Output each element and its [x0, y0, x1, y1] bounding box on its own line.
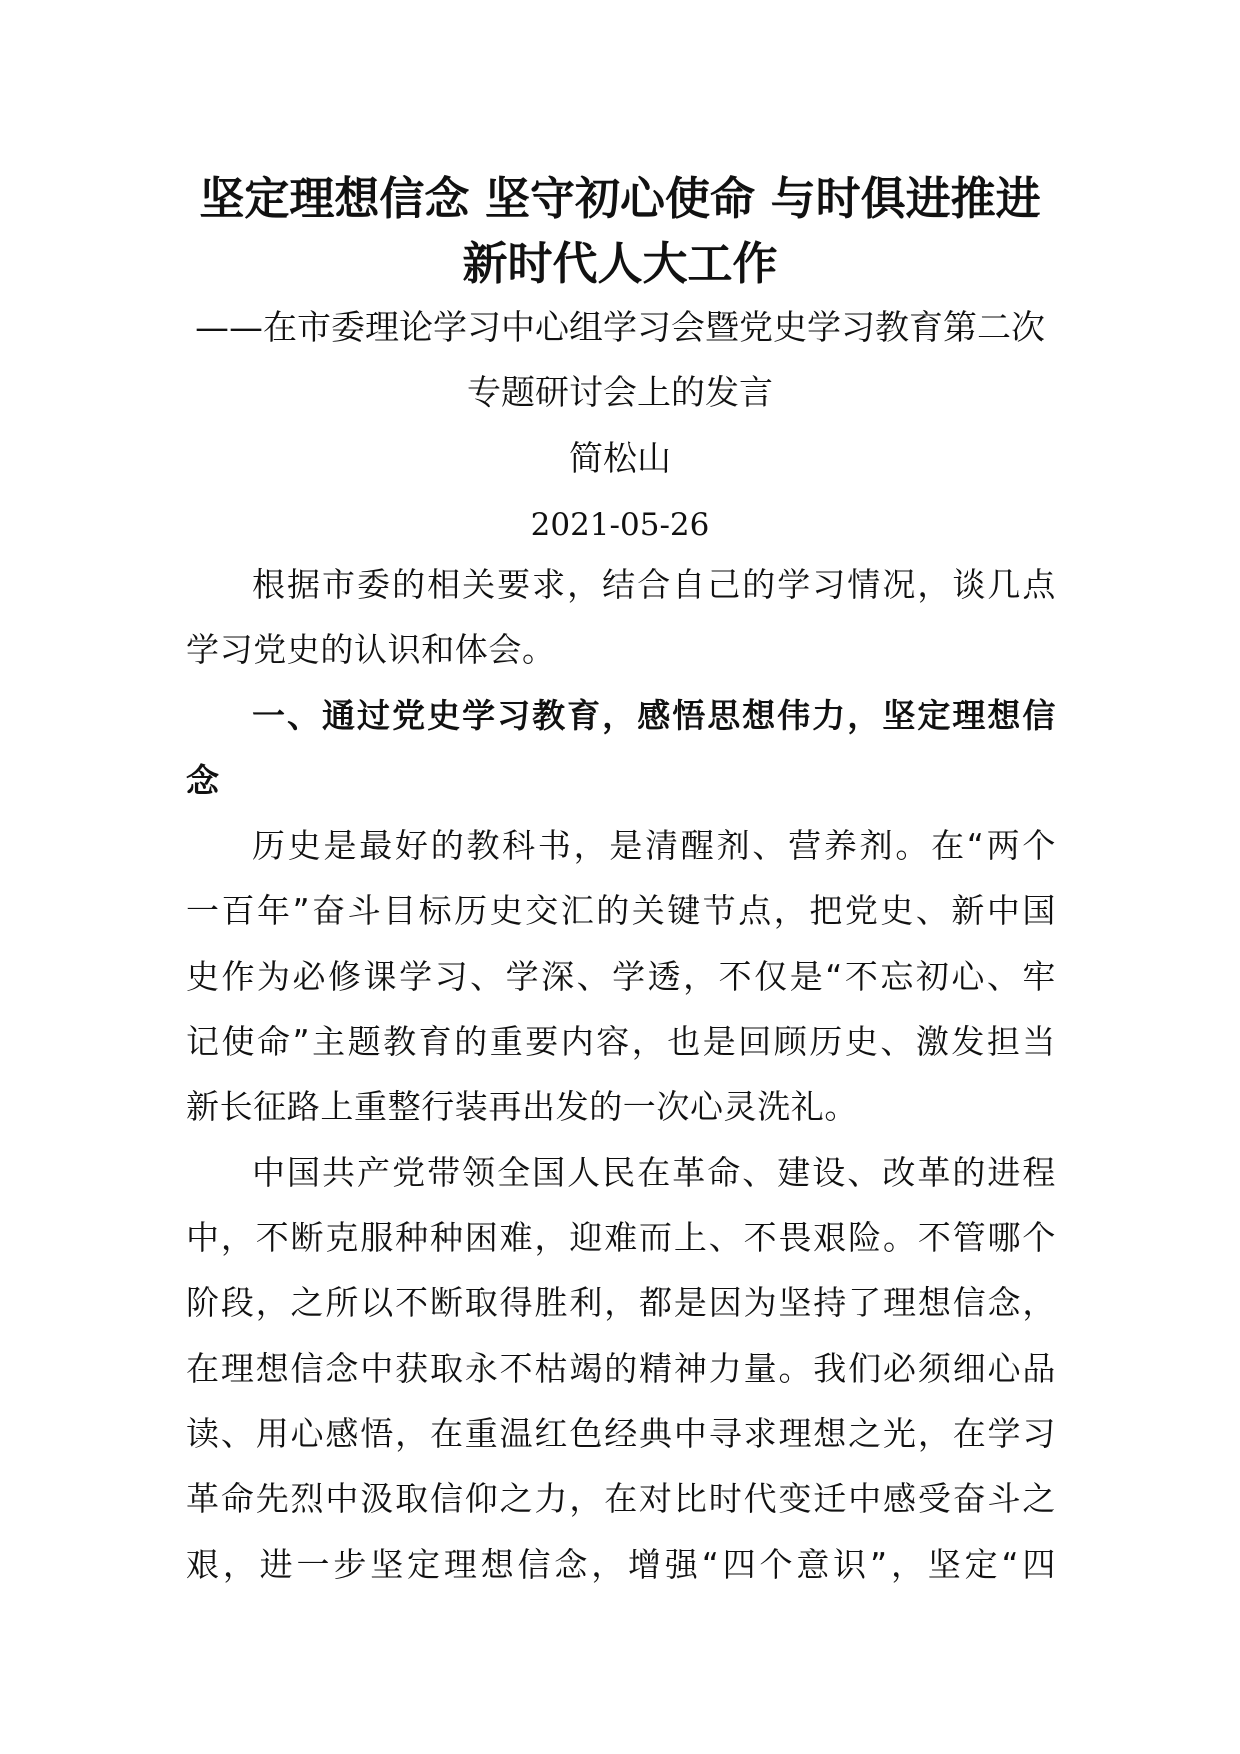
section-heading-1-line-1: 一、通过党史学习教育，感悟思想伟力，坚定理想信: [252, 696, 1056, 735]
paragraph-3-line-7: 艰，进一步坚定理想信念，增强“四个意识”，坚定“四: [186, 1545, 1056, 1584]
paragraph-2-line-1: 历史是最好的教科书，是清醒剂、营养剂。在“两个: [252, 826, 1056, 865]
section-heading-1-line-2: 念: [186, 761, 220, 800]
document-title-line-1: 坚定理想信念 坚守初心使命 与时俱进推进: [199, 172, 1041, 225]
paragraph-1-line-2: 学习党史的认识和体会。: [186, 630, 556, 669]
paragraph-3-line-6: 革命先烈中汲取信仰之力，在对比时代变迁中感受奋斗之: [186, 1479, 1056, 1518]
paragraph-3-line-1: 中国共产党带领全国人民在革命、建设、改革的进程: [252, 1153, 1056, 1192]
author-name: 简松山: [569, 439, 671, 479]
paragraph-2-line-3: 史作为必修课学习、学深、学透，不仅是“不忘初心、牢: [186, 957, 1056, 996]
paragraph-2-line-4: 记使命”主题教育的重要内容，也是回顾历史、激发担当: [186, 1022, 1056, 1061]
document-subtitle-line-2: 专题研讨会上的发言: [467, 373, 773, 413]
paragraph-3-line-5: 读、用心感悟，在重温红色经典中寻求理想之光，在学习: [186, 1414, 1056, 1453]
paragraph-2-line-5: 新长征路上重整行装再出发的一次心灵洗礼。: [186, 1087, 858, 1126]
paragraph-3-line-2: 中，不断克服种种困难，迎难而上、不畏艰险。不管哪个: [186, 1218, 1056, 1257]
document-subtitle-line-1: ——在市委理论学习中心组学习会暨党史学习教育第二次: [195, 308, 1045, 348]
paragraph-1-line-1: 根据市委的相关要求，结合自己的学习情况，谈几点: [252, 565, 1056, 604]
document-title-line-2: 新时代人大工作: [462, 237, 778, 290]
document-date: 2021-05-26: [530, 507, 710, 543]
paragraph-3-line-3: 阶段，之所以不断取得胜利，都是因为坚持了理想信念，: [186, 1283, 1056, 1322]
paragraph-3-line-4: 在理想信念中获取永不枯竭的精神力量。我们必须细心品: [186, 1349, 1056, 1388]
paragraph-2-line-2: 一百年”奋斗目标历史交汇的关键节点，把党史、新中国: [186, 891, 1056, 930]
